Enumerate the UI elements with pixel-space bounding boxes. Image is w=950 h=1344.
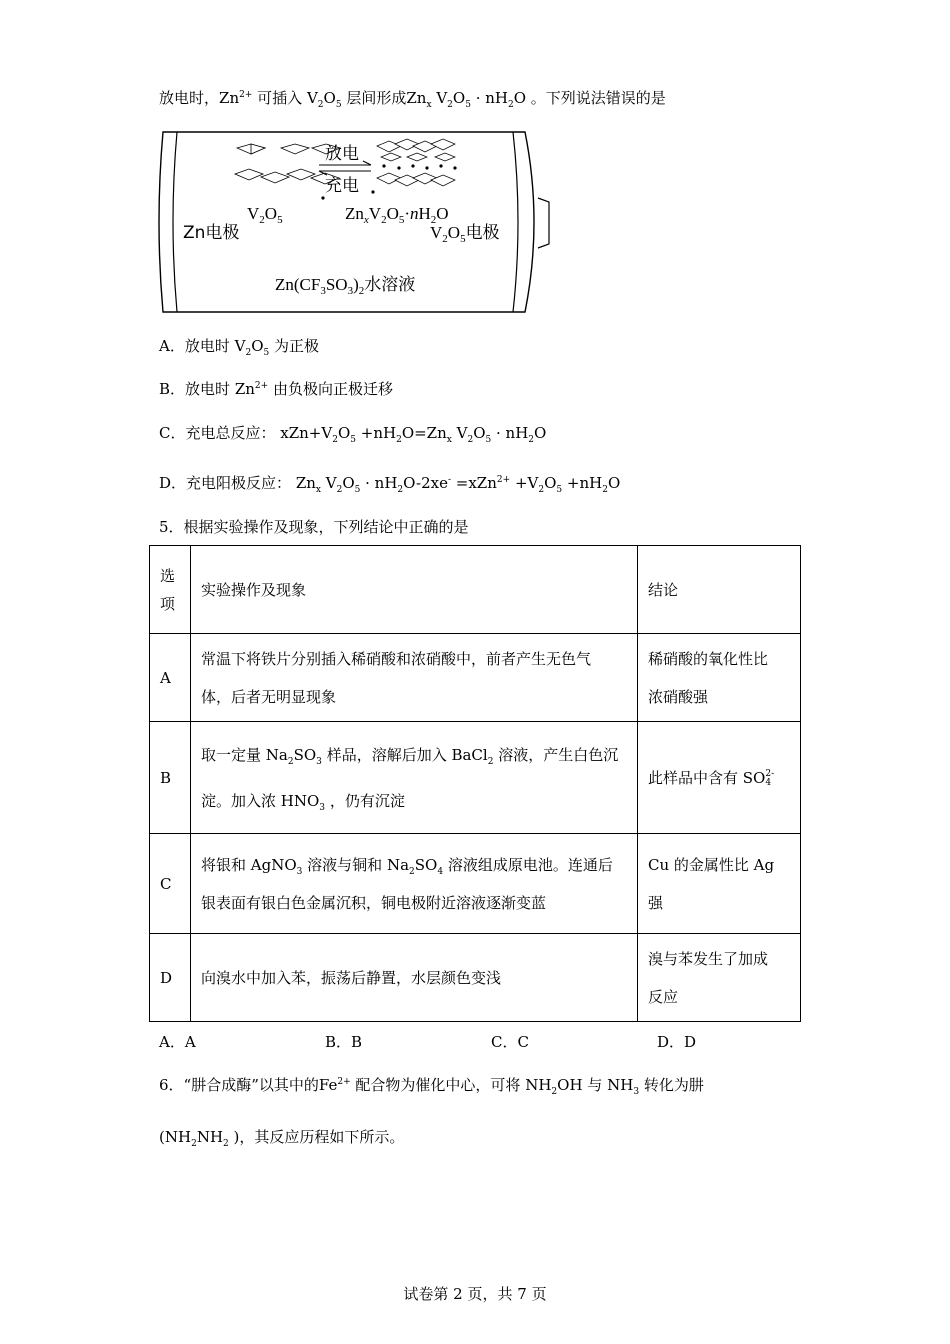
formula-zn2plus: $Zn^{2+}$ [219, 89, 253, 107]
header-operation: 实验操作及现象 [191, 546, 638, 634]
q6-stem: 6．“肼合成酶”以其中的$Fe^{2+}$ 配合物为催化中心，可将 $NH_2OH$ 与 $NH_3$ 转化为肼 [159, 1076, 704, 1097]
header-conclusion: 结论 [638, 546, 801, 634]
option-c: C．充电总反应： $xZn+V_2O_5 +nH_2O=Zn_x$ $V_2O_5 \cdot nH_2O$ [159, 424, 547, 445]
option-a: A．放电时 $V_2O_5$ 为正极 [159, 337, 320, 358]
charge-label: 充电 [325, 176, 359, 196]
q5-stem: 5．根据实验操作及现象，下列结论中正确的是 [159, 518, 469, 536]
znxv2o5-layers-icon [377, 139, 455, 186]
table-header-row [150, 546, 801, 634]
answer-a: A．A [159, 1033, 196, 1051]
answer-b: B．B [325, 1033, 363, 1051]
table-row: B 取一定量 $Na_2SO_3$ 样品，溶解后加入 BaCl$_2$ 溶液，产生白色沉 淀。加入浓 $HNO_3$ ，仍有沉淀 此样品中含有 SO2- 4 [150, 722, 801, 834]
v2o5-label: $V_2O_5$ [247, 204, 283, 226]
answer-c: C．C [491, 1033, 529, 1051]
table-row: A 常温下将铁片分别插入稀硝酸和浓硝酸中，前者产生无色气 体，后者无明显现象 稀硝酸的氧化性比 浓硝酸强 [150, 634, 801, 722]
znxv2o5-label: $Zn_xV_2O_5\cdot nH_2O$ [345, 204, 449, 226]
page-footer: 试卷第 2 页，共 7 页 [403, 1285, 547, 1303]
table-row: D 向溴水中加入苯，振荡后静置，水层颜色变浅 溴与苯发生了加成 反应 [150, 934, 801, 1022]
option-d: D．充电阳极反应： $Zn_x$ $V_2O_5 \cdot nH_2O-2xe^- =xZn^{2+} +V_2O_5 +nH_2O$ [159, 474, 621, 495]
zn-electrode-label: Zn电极 [183, 223, 240, 243]
answer-d: D．D [657, 1033, 697, 1051]
option-b: B．放电时 $Zn^{2+}$ 由负极向正极迁移 [159, 380, 393, 398]
electrolyte-label: $Zn(CF_3SO_3)_2$水溶液 [275, 275, 416, 297]
q5-table [149, 545, 801, 1022]
q5-answer-options [159, 1032, 696, 1052]
v2o5-electrode-label: $V_2O_5$电极 [430, 223, 500, 245]
q6-line2: ($NH_2NH_2$ )，其反应历程如下所示。 [159, 1128, 405, 1149]
intro-line: 放电时，$Zn^{2+}$ 可插入 $V_2O_5$ 层间形成$Zn_x$ $V_2O_5 \cdot nH_2O$ 。下列说法错误的是 [159, 89, 666, 110]
discharge-label: 放电 [325, 144, 359, 164]
battery-diagram [155, 122, 570, 322]
table-row: C 将银和 AgNO$_3$ 溶液与铜和 $Na_2SO_4$ 溶液组成原电池。连通后 银表面有银白色金属沉积，铜电极附近溶液逐渐变蓝 Cu 的金属性比 Ag 强 [150, 834, 801, 934]
header-option: 选 项 [150, 546, 191, 634]
